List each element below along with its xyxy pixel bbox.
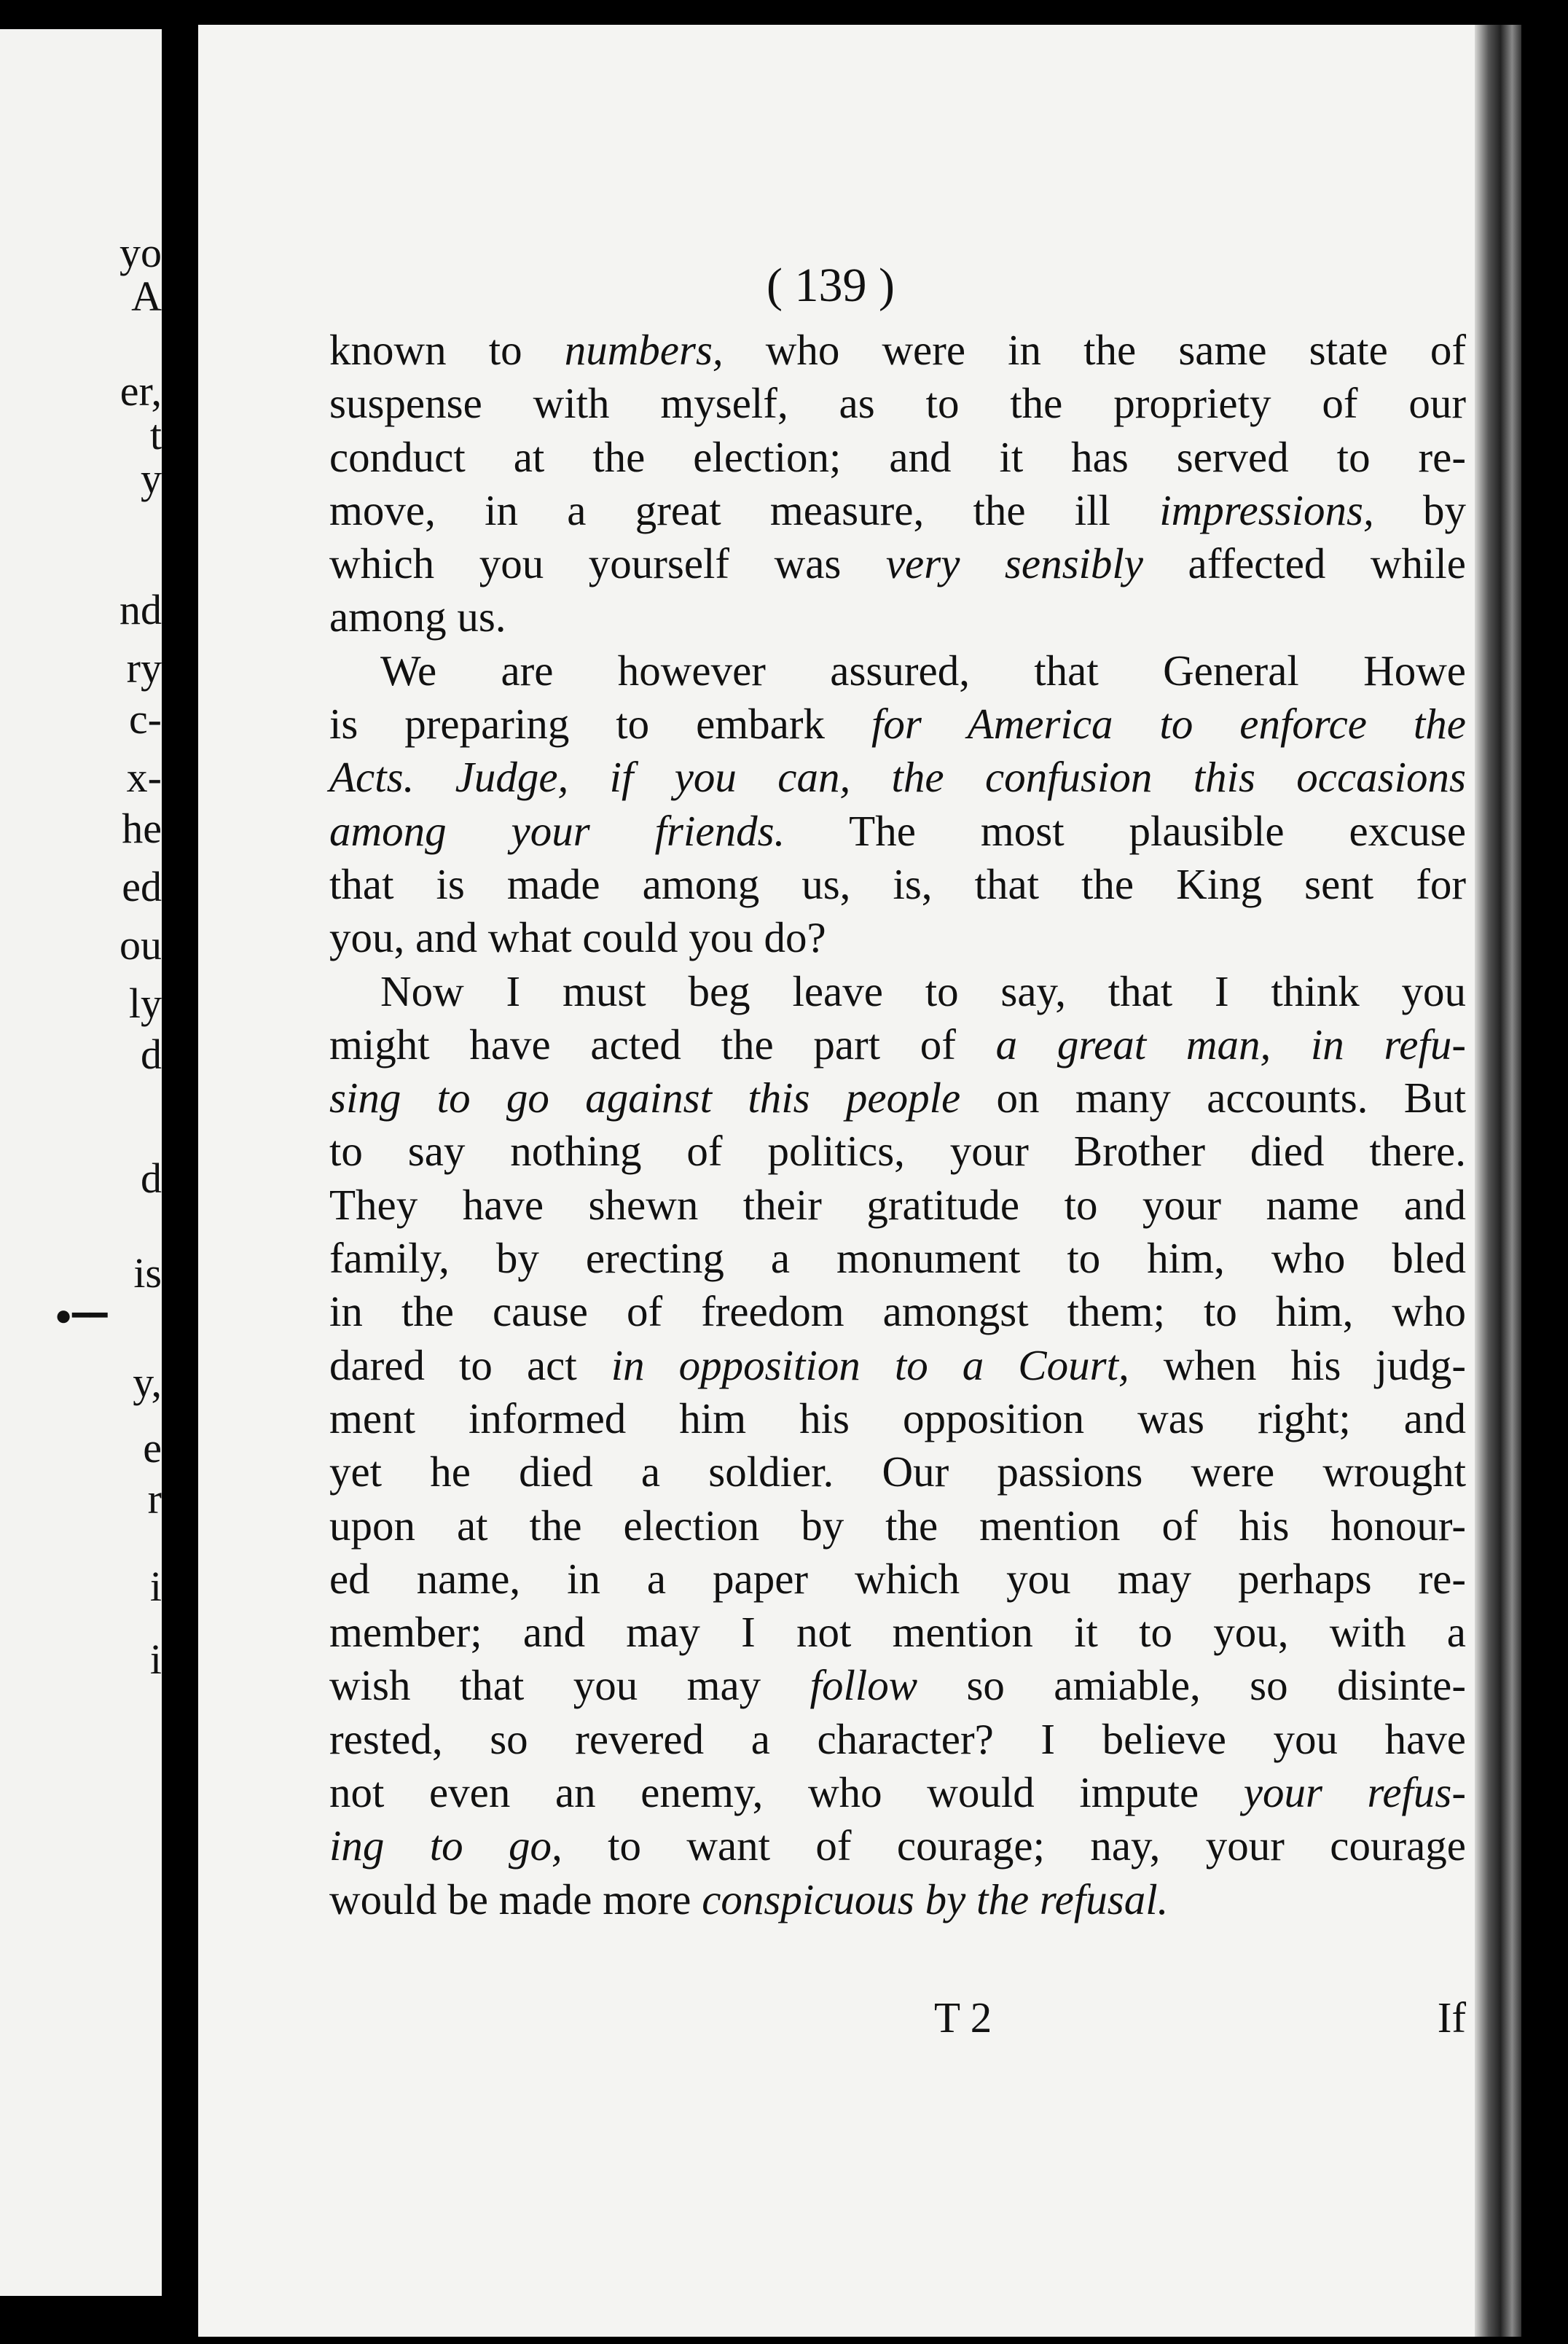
text-run: so amiable, so disinte-	[917, 1661, 1466, 1710]
previous-page-fragment: yo	[119, 229, 162, 276]
text-line	[329, 858, 1466, 911]
text-line	[329, 911, 1466, 964]
page-edge-shadow	[1475, 25, 1521, 2337]
text-run: when his judg-	[1129, 1340, 1466, 1389]
previous-page-fragment: he	[122, 805, 162, 852]
book-page	[198, 25, 1521, 2337]
text-line	[329, 1606, 1466, 1659]
text-run: might have acted the part of	[329, 1020, 996, 1069]
previous-page-edge	[0, 29, 162, 2296]
italic-text: ing to go,	[329, 1821, 562, 1870]
text-run: is preparing to embark	[329, 700, 871, 749]
previous-page-fragment: i	[149, 1636, 162, 1683]
page-body-text	[329, 324, 1466, 1926]
text-run: yet he died a soldier. Our passions were wrought	[329, 1448, 1466, 1496]
italic-text: sing to go against this people	[329, 1074, 961, 1122]
text-line	[329, 1873, 1466, 1926]
previous-page-fragment: A	[131, 273, 162, 320]
text-run: conduct at the election; and it has served to re-	[329, 432, 1466, 481]
italic-text: impressions,	[1159, 485, 1374, 534]
text-run: in the cause of freedom amongst them; to him, who	[329, 1287, 1466, 1336]
previous-page-fragment: x-	[126, 754, 162, 801]
italic-text: a great man, in refu-	[995, 1020, 1466, 1069]
text-run: not even an enemy, who would impute	[329, 1768, 1244, 1817]
text-line	[329, 1659, 1466, 1712]
text-line	[329, 1713, 1466, 1766]
previous-page-fragment: y,	[133, 1359, 162, 1406]
text-line	[329, 1071, 1466, 1125]
previous-page-fragment: t	[149, 411, 162, 458]
text-run: suspense with myself, as to the propriety of our	[329, 379, 1466, 428]
previous-page-fragment: e	[143, 1424, 162, 1472]
text-line	[329, 805, 1466, 858]
text-run: on many accounts. But	[960, 1074, 1466, 1122]
text-run: that is made among us, is, that the King sent for	[329, 859, 1466, 908]
text-line	[329, 537, 1466, 590]
text-line	[329, 1766, 1466, 1819]
previous-page-fragment: nd	[119, 586, 162, 633]
previous-page-fragment: d	[141, 1155, 162, 1202]
italic-text: your refus-	[1243, 1768, 1466, 1817]
previous-page-fragment: r	[147, 1475, 162, 1523]
italic-text: conspicuous by the refusal.	[702, 1875, 1169, 1923]
text-run: to want of courage; nay, your courage	[562, 1821, 1466, 1870]
italic-text: for America to enforce the	[871, 700, 1466, 749]
text-line	[329, 1285, 1466, 1338]
text-run: you, and what could you do?	[329, 913, 826, 962]
italic-text: numbers,	[564, 326, 724, 374]
pointing-hand-icon: ●━━	[55, 1299, 108, 1332]
italic-text: follow	[810, 1661, 918, 1710]
text-line	[329, 590, 1466, 644]
text-line	[329, 1552, 1466, 1606]
text-run: who were in the same state of	[723, 326, 1467, 374]
previous-page-fragment: ry	[126, 644, 162, 692]
text-line	[329, 1819, 1466, 1872]
text-line	[329, 1445, 1466, 1499]
text-run: They have shewn their gratitude to your name and	[329, 1180, 1466, 1229]
text-line	[329, 484, 1466, 537]
text-run: known to	[329, 326, 565, 374]
text-line	[329, 751, 1466, 804]
previous-page-fragment: c-	[128, 695, 162, 743]
text-line	[329, 965, 1466, 1018]
text-line	[329, 1339, 1466, 1392]
text-line	[329, 1179, 1466, 1232]
signature-mark: T 2	[934, 1993, 992, 2042]
text-line	[329, 324, 1466, 377]
text-run: The most plausible excuse	[785, 806, 1467, 855]
text-line	[329, 1499, 1466, 1552]
page-number: ( 139 )	[767, 259, 895, 312]
text-run: ment informed him his opposition was right; and	[329, 1394, 1466, 1442]
previous-page-fragment: i	[149, 1563, 162, 1610]
text-line	[329, 698, 1466, 751]
text-run: ed name, in a paper which you may perhaps re-	[329, 1554, 1466, 1603]
previous-page-fragment: ou	[119, 921, 162, 969]
text-run: rested, so revered a character? I believe you have	[329, 1714, 1466, 1763]
text-run: to say nothing of politics, your Brother died there.	[329, 1127, 1466, 1176]
previous-page-fragment: is	[133, 1249, 162, 1297]
previous-page-fragment: d	[141, 1031, 162, 1078]
italic-text: Acts. Judge, if you can, the confusion this occasions	[329, 753, 1466, 802]
previous-page-fragment: ly	[128, 980, 162, 1027]
text-run: We are however assured, that General Howe	[380, 646, 1466, 695]
italic-text: very sensibly	[885, 539, 1143, 588]
text-run: upon at the election by the mention of his honour-	[329, 1501, 1466, 1550]
italic-text: among your friends.	[329, 806, 785, 855]
text-run: member; and may I not mention it to you, with a	[329, 1608, 1466, 1657]
text-line	[329, 377, 1466, 430]
text-line	[329, 1392, 1466, 1445]
text-run: which you yourself was	[329, 539, 886, 588]
text-run: family, by erecting a monument to him, who bled	[329, 1234, 1466, 1283]
text-line	[329, 1232, 1466, 1285]
text-run: would be made more	[329, 1875, 702, 1923]
book-gutter	[162, 0, 198, 2344]
text-line	[329, 431, 1466, 484]
catchword: If	[1437, 1993, 1466, 2042]
previous-page-fragment: ed	[122, 863, 162, 910]
italic-text: in opposition to a Court,	[611, 1340, 1129, 1389]
text-line	[329, 644, 1466, 698]
text-run: among us.	[329, 593, 506, 641]
text-run: dared to act	[329, 1340, 611, 1389]
text-run: by	[1373, 485, 1466, 534]
text-run: Now I must beg leave to say, that I think you	[380, 966, 1466, 1015]
text-line	[329, 1018, 1466, 1071]
text-run: affected while	[1143, 539, 1466, 588]
text-line	[329, 1125, 1466, 1178]
text-run: wish that you may	[329, 1661, 810, 1710]
text-run: move, in a great measure, the ill	[329, 485, 1160, 534]
previous-page-fragment: y	[141, 455, 162, 502]
previous-page-fragment: er,	[119, 367, 162, 415]
page-footer	[329, 1993, 1466, 2051]
